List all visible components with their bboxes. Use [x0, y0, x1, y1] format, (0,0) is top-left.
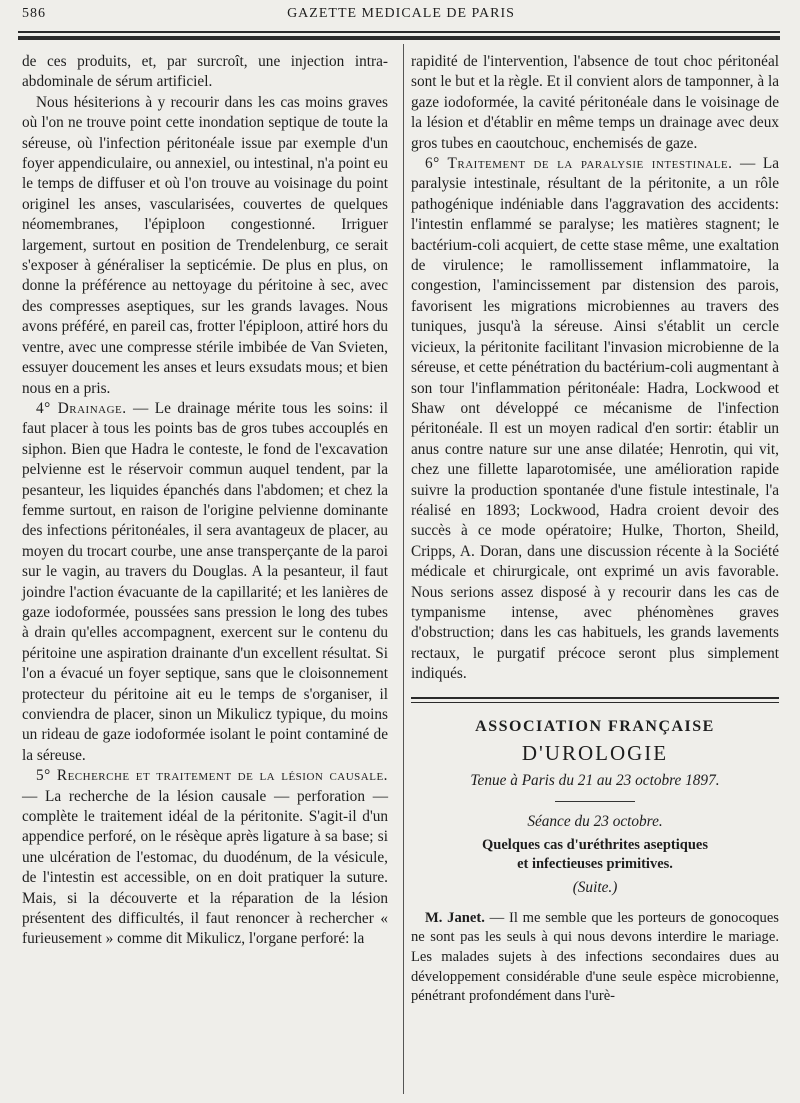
speaker-name: M. Janet.	[425, 909, 485, 926]
page-number: 586	[22, 6, 46, 21]
page-header	[22, 4, 780, 26]
section-divider-thin	[411, 702, 779, 703]
short-divider	[555, 801, 635, 802]
header-rule-thin	[18, 31, 780, 33]
section-drainage	[22, 399, 388, 766]
section-heading: 6° Traitement de la paralysie intestinale.	[425, 155, 733, 173]
section-text: — Le drainage mérite tous les soins: il faut placer à tous les points bas de gros tubes accouplés en siphon. Bien que Hadra le conteste, le fond de l'excavation pelvienne est le réservoir commun auquel tendent, par la pesanteur, les liquides épanchés dans l'abdomen; et chez la femme surtout, en raison de l'origine pelvienne dominante des infections péritonéales, il sera avantageux de placer, au moyen du trocart courbe, une anse transperçante de la paroi sur le vagin, au travers du Douglas. A la pesanteur, il faut joindre l'action évacuante de la capillarité; et les lanières de gaze iodoformée, poussées sans pression le long des tubes à drain qu'elles accompagnent, exercent sur le contenu du péritoine une aspiration drainante d'un excellent résultat. Si l'on a évacué un foyer septique, sans que le cloisonnement protecteur du péritoine ait eu le temps de s'organiser, il conviendra de placer, sinon un Mikulicz typique, du moins un rideau de gaze iodoformée isolant le point contaminé de la séreuse.	[22, 399, 388, 764]
header-rule-thick	[18, 36, 780, 40]
meeting-dates: Tenue à Paris du 21 au 23 octobre 1897.	[470, 771, 720, 789]
section-text: — La paralysie intestinale, résultant de la péritonite, a un rôle pathogénique indéniable dans l'aggravation des accidents: l'intestin enflammé se paralyse; les matières stagnent; le bactérium-coli acquiert, de cette stase même, une exaltation de virulence; le ramollissement inflammatoire, la congestion, l'amincissement par distension des parois, favorisent les migrations microbiennes au travers des tuniques, jusqu'à la séreuse. Ainsi s'établit un cercle vicieux, la péritonite facilitant l'invasion microbienne de la séreuse, et cette pénétration du bactérium-coli augmentant à son tour l'inflammation péritonéale: Hadra, Lockwood et Shaw ont développé ce mécanisme de l'infection péritonéale. Il est un moyen radical d'en sortir: établir un anus contre nature sur une anse dilatée; Henrotin, qui vit, chez une fillette laparotomisée, une amélioration rapide suivre la production spontanée d'une fistule intestinale, l'a réalisé en 1893; Lockwood, Hadra croient devoir des succès à ce mode opératoire; Hulke, Thorton, Sheild, Cripps, A. Doran, dans une discussion récente à la Société médicale et chirurgicale, ont exprimé un avis favorable. Nous serions assez disposé à y recourir dans les cas de tympanisme intense, avec phénomènes graves d'obstruction; dans les cas habituels, les grands lavements rectaux, le purgatif précoce seront plus simplement indiqués.	[411, 155, 779, 683]
paper-title	[411, 836, 779, 874]
continued-note: (Suite.)	[572, 879, 618, 897]
section-text: — La recherche de la lésion causale — perforation — complète le traitement idéal de la péritonite. S'agit-il d'un appendice perforé, on le résèque après ligature à sa base; si une ulcération de l'estomac, du duodénum, de la vésicule, de l'intestin est accessible, on en doit pratiquer la suture. Mais, si la découverte et la réparation de la lésion présentent des difficultés, il faut renoncer à rechercher « furieusement » comme dit Mikulicz, l'organe perforé: la	[22, 787, 388, 948]
speaker-paragraph	[411, 909, 779, 1007]
section-lesion-causale	[22, 766, 388, 950]
right-column	[411, 52, 779, 1007]
paper-title-line: Quelques cas d'uréthrites aseptiques	[482, 837, 708, 854]
association-title: ASSOCIATION FRANÇAISE	[475, 717, 715, 735]
section-heading: 4° Drainage.	[36, 399, 127, 417]
paragraph: rapidité de l'intervention, l'absence de tout choc péritonéal sont le but et la règle. Et il convient alors de tamponner, à la gaze iodoformée, la cavité péritonéale dans le voisinage de la lésion et d'établir en même temps un drainage avec deux gros tubes en caoutchouc, enchemisés de gaze.	[411, 53, 779, 152]
left-column	[22, 52, 388, 950]
paragraph: de ces produits, et, par surcroît, une injection intra-abdominale de sérum artificiel.	[22, 53, 388, 91]
running-title: GAZETTE MEDICALE DE PARIS	[287, 6, 515, 21]
section-divider	[411, 697, 779, 699]
column-divider	[403, 44, 404, 1094]
session-date: Séance du 23 octobre.	[527, 813, 663, 830]
paragraph: Nous hésiterions à y recourir dans les cas moins graves où l'on ne trouve point cette inondation septique de toute la séreuse, où l'infection péritonéale issue par exemple d'un foyer appendiculaire, ou annexiel, ou intestinal, n'a point eu le temps de diffuser et où l'on trouve au voisinage du point originel les anses, vascularisées, couvertes de quelques néomembranes, l'épiploon congestionné. Irriguer largement, surtout en position de Trendelenburg, ce serait s'exposer à généraliser la septicémie. De plus en plus, on donne la préférence au nettoyage du péritoine à sec, avec des compresses aseptiques, sur les grands lavages. Nous avons préféré, en pareil cas, frotter l'épiploon, attiré hors du ventre, avec une compresse stérile imbibée de Van Svieten, essuyer doucement les anses et leurs exsudats mous; et bien nous en a pris.	[22, 93, 388, 397]
section-paralysie	[411, 154, 779, 685]
section-heading: 5° Recherche et traitement de la lésion causale.	[36, 767, 388, 785]
association-subtitle: D'UROLOGIE	[521, 740, 669, 765]
paper-title-line: et infectieuses primitives.	[517, 856, 673, 873]
speaker-text: — Il me semble que les porteurs de gonocoques ne sont pas les seuls à qui nous devons interdire le mariage. Les malades sujets à des infections secondaires dues au développement considérable d'une seule espèce microbienne, pénétrant profondément dans l'urè-	[411, 909, 779, 1005]
